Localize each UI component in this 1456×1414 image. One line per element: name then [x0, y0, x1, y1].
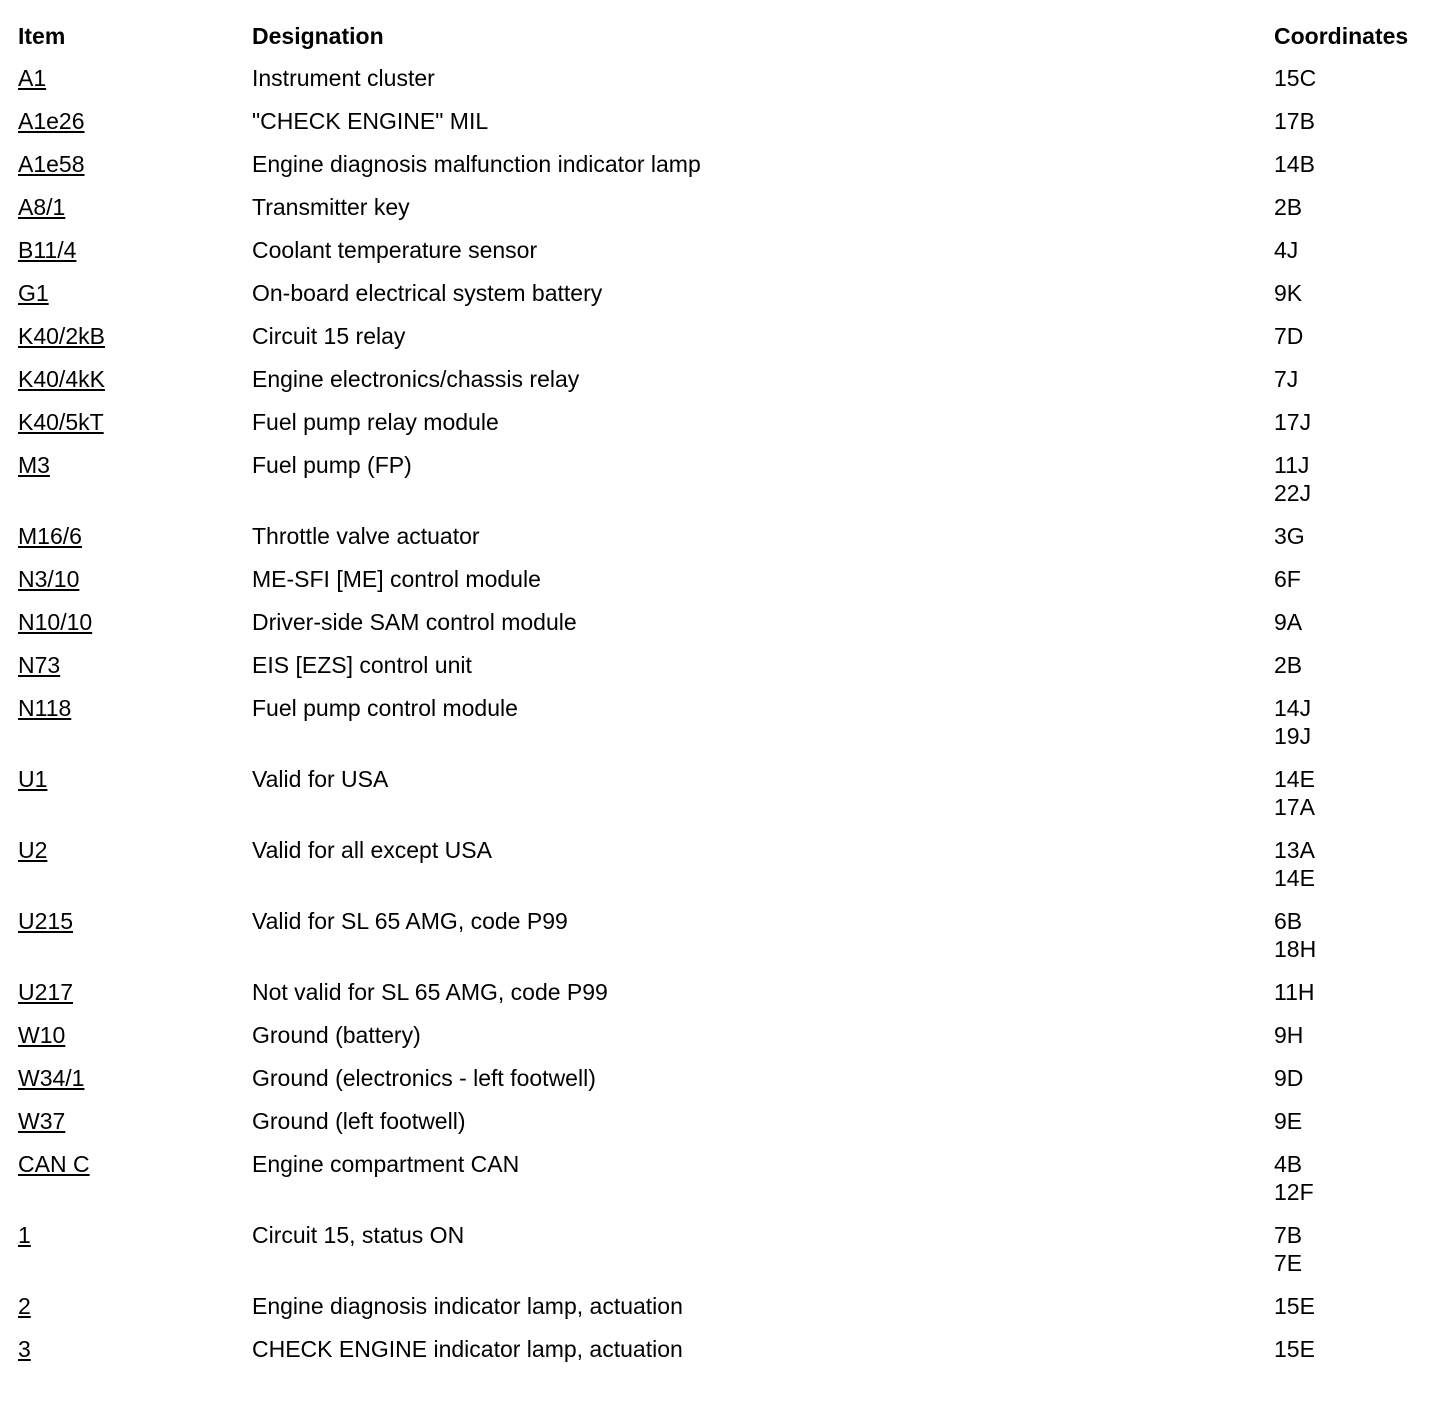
coordinate-value: 15C: [1274, 65, 1317, 91]
table-row: [0, 1292, 1456, 1335]
coordinates-cell: [1274, 1064, 1456, 1107]
designation-cell: Fuel pump (FP): [252, 452, 412, 478]
coordinate-value: 17A: [1274, 794, 1315, 820]
designation-cell: Engine diagnosis malfunction indicator lamp: [252, 151, 701, 177]
coordinate-value: 9A: [1274, 609, 1303, 635]
item-link[interactable]: M3: [18, 452, 50, 478]
coordinates-cell: [1274, 193, 1456, 236]
coordinates-cell: [1274, 907, 1456, 978]
item-cell: [0, 1335, 252, 1378]
item-link[interactable]: N73: [18, 652, 61, 678]
designation-cell: Fuel pump relay module: [252, 409, 499, 435]
coordinate-value: 2B: [1274, 194, 1303, 220]
coordinates-cell: [1274, 451, 1456, 522]
designation-cell: Circuit 15, status ON: [252, 1222, 465, 1248]
coordinate-value: 3G: [1274, 523, 1305, 549]
item-column-header: Item: [18, 23, 66, 49]
table-row: [0, 365, 1456, 408]
item-cell: [0, 365, 252, 408]
coordinate-value: 14E: [1274, 865, 1315, 891]
table-row: [0, 1335, 1456, 1378]
item-link[interactable]: W10: [18, 1022, 66, 1048]
item-link[interactable]: 2: [18, 1293, 31, 1319]
item-link[interactable]: A1e26: [18, 108, 85, 134]
item-link[interactable]: W34/1: [18, 1065, 85, 1091]
coordinates-column-header: Coordinates: [1274, 23, 1409, 49]
designation-cell: Ground (left footwell): [252, 1108, 466, 1134]
coordinates-cell: [1274, 651, 1456, 694]
designation-cell: Throttle valve actuator: [252, 523, 480, 549]
designation-cell: Driver-side SAM control module: [252, 609, 577, 635]
coordinate-value: 9K: [1274, 280, 1303, 306]
coordinates-cell: [1274, 107, 1456, 150]
item-cell: [0, 836, 252, 907]
designation-cell: CHECK ENGINE indicator lamp, actuation: [252, 1336, 683, 1362]
table-row: [0, 408, 1456, 451]
coordinate-value: 4J: [1274, 237, 1299, 263]
item-cell: [0, 907, 252, 978]
coordinates-cell: [1274, 64, 1456, 107]
coordinate-value: 2B: [1274, 652, 1303, 678]
item-cell: [0, 1150, 252, 1221]
item-link[interactable]: 3: [18, 1336, 31, 1362]
designation-cell: ME-SFI [ME] control module: [252, 566, 541, 592]
designation-column-header: Designation: [252, 23, 384, 49]
item-cell: [0, 236, 252, 279]
coordinate-value: 12F: [1274, 1179, 1314, 1205]
table-row: [0, 150, 1456, 193]
coordinate-value: 14J: [1274, 695, 1312, 721]
item-link[interactable]: W37: [18, 1108, 66, 1134]
item-cell: [0, 107, 252, 150]
item-link[interactable]: M16/6: [18, 523, 82, 549]
designation-cell: Engine electronics/chassis relay: [252, 366, 580, 392]
item-link[interactable]: K40/5kT: [18, 409, 104, 435]
coordinates-cell: [1274, 322, 1456, 365]
item-cell: [0, 694, 252, 765]
coordinates-cell: [1274, 522, 1456, 565]
item-link[interactable]: 1: [18, 1222, 31, 1248]
designation-cell: Engine compartment CAN: [252, 1151, 520, 1177]
coordinate-value: 17B: [1274, 108, 1315, 134]
item-cell: [0, 1292, 252, 1335]
coordinate-value: 7E: [1274, 1250, 1303, 1276]
table-body: [0, 64, 1456, 1378]
item-cell: [0, 1107, 252, 1150]
coordinate-value: 9E: [1274, 1108, 1303, 1134]
header-row: [0, 22, 1456, 64]
designation-cell: Transmitter key: [252, 194, 410, 220]
designation-cell: Ground (battery): [252, 1022, 421, 1048]
coordinates-cell: [1274, 236, 1456, 279]
coordinate-value: 15E: [1274, 1293, 1315, 1319]
table-row: [0, 193, 1456, 236]
table-row: [0, 608, 1456, 651]
table-row: [0, 1064, 1456, 1107]
coordinate-value: 19J: [1274, 723, 1312, 749]
item-link[interactable]: K40/2kB: [18, 323, 105, 349]
item-cell: [0, 322, 252, 365]
item-link[interactable]: CAN C: [18, 1151, 90, 1177]
designation-cell: Coolant temperature sensor: [252, 237, 538, 263]
item-cell: [0, 978, 252, 1021]
table-row: [0, 1107, 1456, 1150]
item-cell: [0, 1021, 252, 1064]
coordinate-value: 9D: [1274, 1065, 1304, 1091]
designation-cell: On-board electrical system battery: [252, 280, 603, 306]
coordinate-value: 22J: [1274, 480, 1312, 506]
coordinate-value: 15E: [1274, 1336, 1315, 1362]
designation-cell: Instrument cluster: [252, 65, 435, 91]
coordinates-cell: [1274, 150, 1456, 193]
coordinate-value: 6F: [1274, 566, 1301, 592]
item-cell: [0, 522, 252, 565]
table-row: [0, 107, 1456, 150]
coordinate-value: 13A: [1274, 837, 1315, 863]
coordinate-value: 7D: [1274, 323, 1304, 349]
designation-cell: Engine diagnosis indicator lamp, actuation: [252, 1293, 683, 1319]
table-row: [0, 907, 1456, 978]
coordinates-cell: [1274, 365, 1456, 408]
table-row: [0, 694, 1456, 765]
item-link[interactable]: U1: [18, 766, 48, 792]
item-link[interactable]: A8/1: [18, 194, 66, 220]
item-cell: [0, 608, 252, 651]
table-row: [0, 978, 1456, 1021]
designation-cell: "CHECK ENGINE" MIL: [252, 108, 489, 134]
item-link[interactable]: N10/10: [18, 609, 93, 635]
item-cell: [0, 1064, 252, 1107]
designation-cell: Valid for SL 65 AMG, code P99: [252, 908, 568, 934]
coordinates-cell: [1274, 765, 1456, 836]
coordinate-value: 18H: [1274, 936, 1317, 962]
table-row: [0, 522, 1456, 565]
table-row: [0, 322, 1456, 365]
coordinates-cell: [1274, 608, 1456, 651]
designation-cell: Valid for all except USA: [252, 837, 492, 863]
coordinates-cell: [1274, 694, 1456, 765]
designation-cell: Valid for USA: [252, 766, 389, 792]
coordinate-value: 17J: [1274, 409, 1312, 435]
item-cell: [0, 1221, 252, 1292]
item-cell: [0, 651, 252, 694]
item-link[interactable]: G1: [18, 280, 49, 306]
designation-cell: Ground (electronics - left footwell): [252, 1065, 596, 1091]
designation-cell: EIS [EZS] control unit: [252, 652, 472, 678]
coordinates-cell: [1274, 1021, 1456, 1064]
coordinates-cell: [1274, 1292, 1456, 1335]
coordinate-value: 14E: [1274, 766, 1315, 792]
item-link[interactable]: U215: [18, 908, 73, 934]
item-link[interactable]: U2: [18, 837, 48, 863]
table-row: [0, 236, 1456, 279]
coordinate-value: 7J: [1274, 366, 1299, 392]
table-row: [0, 1021, 1456, 1064]
coordinates-cell: [1274, 1150, 1456, 1221]
table-row: [0, 1221, 1456, 1292]
coordinates-cell: [1274, 408, 1456, 451]
table-row: [0, 651, 1456, 694]
item-cell: [0, 765, 252, 836]
coordinates-cell: [1274, 1335, 1456, 1378]
coordinate-value: 4B: [1274, 1151, 1303, 1177]
item-link[interactable]: N3/10: [18, 566, 80, 592]
coordinate-value: 6B: [1274, 908, 1303, 934]
table-row: [0, 836, 1456, 907]
designation-cell: Not valid for SL 65 AMG, code P99: [252, 979, 608, 1005]
table-row: [0, 279, 1456, 322]
coordinates-cell: [1274, 565, 1456, 608]
item-cell: [0, 279, 252, 322]
item-link[interactable]: K40/4kK: [18, 366, 105, 392]
table-header: [0, 22, 1456, 64]
coordinates-cell: [1274, 836, 1456, 907]
item-cell: [0, 193, 252, 236]
item-link[interactable]: U217: [18, 979, 73, 1005]
coordinate-value: 11J: [1274, 452, 1310, 478]
component-legend-table: [0, 22, 1456, 1378]
table-row: [0, 565, 1456, 608]
item-cell: [0, 150, 252, 193]
table-row: [0, 765, 1456, 836]
coordinates-cell: [1274, 279, 1456, 322]
table-row: [0, 64, 1456, 107]
item-link[interactable]: A1e58: [18, 151, 85, 177]
designation-cell: Circuit 15 relay: [252, 323, 406, 349]
coordinate-value: 9H: [1274, 1022, 1304, 1048]
coordinates-cell: [1274, 1221, 1456, 1292]
coordinates-cell: [1274, 1107, 1456, 1150]
item-link[interactable]: A1: [18, 65, 47, 91]
table-row: [0, 451, 1456, 522]
coordinates-cell: [1274, 978, 1456, 1021]
item-link[interactable]: B11/4: [18, 237, 77, 263]
item-link[interactable]: N118: [18, 695, 72, 721]
table-row: [0, 1150, 1456, 1221]
item-cell: [0, 408, 252, 451]
item-cell: [0, 451, 252, 522]
coordinate-value: 14B: [1274, 151, 1315, 177]
designation-cell: Fuel pump control module: [252, 695, 518, 721]
coordinate-value: 7B: [1274, 1222, 1303, 1248]
item-cell: [0, 64, 252, 107]
coordinate-value: 11H: [1274, 979, 1315, 1005]
item-cell: [0, 565, 252, 608]
